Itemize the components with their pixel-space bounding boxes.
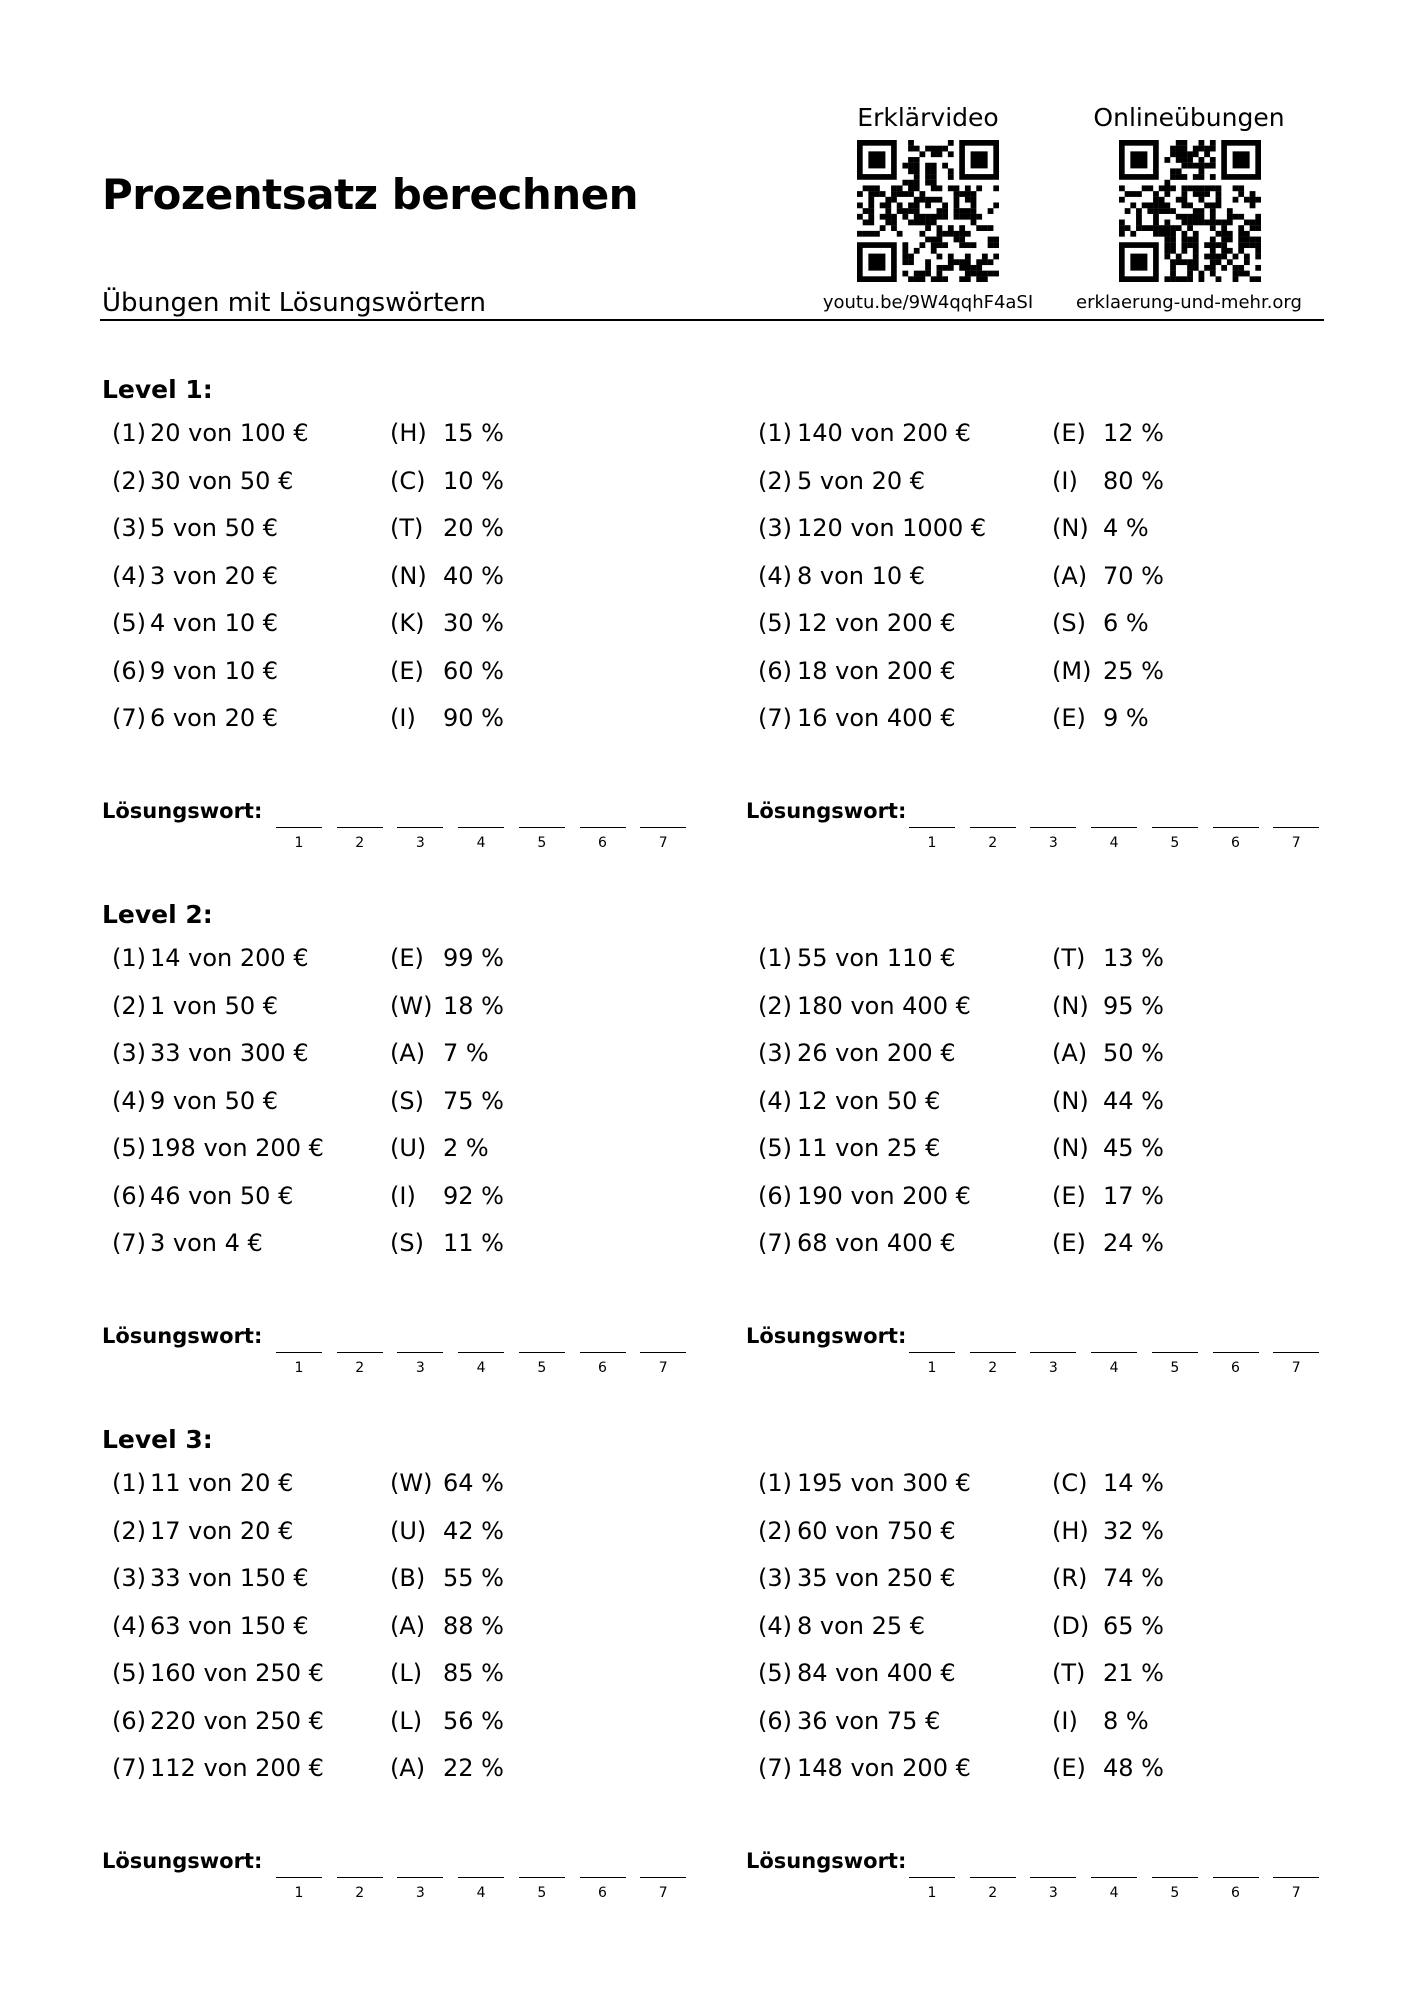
answer-percent: 65 % xyxy=(1103,1611,1164,1640)
task-number: (1) xyxy=(112,1469,146,1497)
answer-letter: (N) xyxy=(1052,991,1089,1020)
answer-percent: 55 % xyxy=(443,1564,504,1592)
task-text: 140 von 200 € xyxy=(797,419,971,447)
answer-percent: 56 % xyxy=(443,1706,504,1735)
blank-number: 7 xyxy=(1291,1360,1301,1376)
task-text: 9 von 50 € xyxy=(150,1086,279,1115)
task-number: (4) xyxy=(758,1611,792,1640)
answer-percent: 95 % xyxy=(1103,991,1164,1020)
task-text: 1 von 50 € xyxy=(150,991,279,1020)
solution-letter-blank[interactable] xyxy=(1091,1877,1137,1878)
answer-percent: 13 % xyxy=(1103,944,1164,972)
answer-percent: 99 % xyxy=(443,944,504,972)
task-number: (2) xyxy=(758,991,792,1020)
blank-number: 5 xyxy=(1170,835,1180,851)
task-text: 35 von 250 € xyxy=(797,1564,956,1592)
answer-letter: (L) xyxy=(390,1706,423,1735)
answer-letter: (A) xyxy=(1052,1039,1088,1067)
task-number: (1) xyxy=(758,1469,792,1497)
answer-letter: (H) xyxy=(390,419,427,447)
task-number: (6) xyxy=(112,1706,146,1735)
blank-number: 1 xyxy=(927,835,937,851)
answer-percent: 12 % xyxy=(1103,419,1164,447)
blank-number: 4 xyxy=(1109,835,1119,851)
solution-letter-blank[interactable] xyxy=(1030,827,1076,828)
task-text: 195 von 300 € xyxy=(797,1469,971,1497)
solution-word-label: Lösungswort: xyxy=(102,1324,263,1348)
blank-number: 6 xyxy=(1231,1360,1240,1376)
blank-number: 6 xyxy=(598,1885,607,1901)
blank-number: 2 xyxy=(355,835,365,851)
blank-number: 1 xyxy=(294,1885,304,1901)
solution-letter-blank[interactable] xyxy=(397,1352,443,1353)
answer-percent: 60 % xyxy=(443,656,504,685)
blank-number: 1 xyxy=(927,1360,937,1376)
blank-number: 7 xyxy=(658,835,668,851)
task-number: (2) xyxy=(758,466,792,495)
blank-number: 2 xyxy=(988,835,998,851)
answer-percent: 92 % xyxy=(443,1181,504,1210)
answer-percent: 15 % xyxy=(443,419,504,447)
answer-percent: 25 % xyxy=(1103,656,1164,685)
answer-letter: (U) xyxy=(390,1516,427,1545)
answer-percent: 24 % xyxy=(1103,1229,1164,1257)
answer-letter: (A) xyxy=(390,1611,426,1640)
solution-letter-blank[interactable] xyxy=(397,1877,443,1878)
answer-letter: (N) xyxy=(1052,1134,1089,1162)
solution-letter-blank[interactable] xyxy=(909,1877,955,1878)
solution-letter-blank[interactable] xyxy=(1152,1877,1198,1878)
solution-letter-blank[interactable] xyxy=(276,827,322,828)
solution-word-label: Lösungswort: xyxy=(746,1324,907,1348)
answer-letter: (S) xyxy=(1052,609,1086,637)
level-title: Level 1: xyxy=(102,375,213,404)
answer-letter: (N) xyxy=(390,561,427,590)
header-divider xyxy=(100,319,1324,321)
solution-letter-blank[interactable] xyxy=(1152,827,1198,828)
task-number: (5) xyxy=(112,1659,146,1687)
online-label: Onlineübungen xyxy=(1093,103,1285,132)
task-number: (3) xyxy=(758,514,792,542)
task-number: (5) xyxy=(758,609,792,637)
answer-percent: 9 % xyxy=(1103,704,1149,732)
answer-percent: 80 % xyxy=(1103,466,1164,495)
answer-letter: (E) xyxy=(1052,1229,1086,1257)
solution-letter-blank[interactable] xyxy=(337,827,383,828)
task-number: (4) xyxy=(112,561,146,590)
task-number: (4) xyxy=(112,1611,146,1640)
solution-letter-blank[interactable] xyxy=(1273,1352,1319,1353)
task-number: (4) xyxy=(758,561,792,590)
answer-letter: (E) xyxy=(1052,419,1086,447)
answer-percent: 42 % xyxy=(443,1516,504,1545)
task-number: (1) xyxy=(112,419,146,447)
blank-number: 6 xyxy=(1231,835,1240,851)
solution-letter-blank[interactable] xyxy=(1273,1877,1319,1878)
task-number: (7) xyxy=(112,704,146,732)
solution-letter-blank[interactable] xyxy=(337,1877,383,1878)
level-title: Level 2: xyxy=(102,900,213,929)
answer-percent: 11 % xyxy=(443,1229,504,1257)
answer-letter: (C) xyxy=(1052,1469,1088,1497)
answer-percent: 2 % xyxy=(443,1134,489,1162)
task-number: (2) xyxy=(112,991,146,1020)
answer-letter: (W) xyxy=(390,991,433,1020)
task-number: (2) xyxy=(758,1516,792,1545)
task-text: 8 von 25 € xyxy=(797,1611,926,1640)
answer-letter: (W) xyxy=(390,1469,433,1497)
answer-percent: 74 % xyxy=(1103,1564,1164,1592)
answer-letter: (E) xyxy=(390,944,424,972)
task-text: 3 von 4 € xyxy=(150,1229,263,1257)
blank-number: 7 xyxy=(658,1360,668,1376)
solution-letter-blank[interactable] xyxy=(970,827,1016,828)
answer-letter: (M) xyxy=(1052,656,1092,685)
blank-number: 4 xyxy=(476,1885,486,1901)
video-label: Erklärvideo xyxy=(857,103,999,132)
answer-letter: (B) xyxy=(390,1564,426,1592)
task-number: (6) xyxy=(758,1181,792,1210)
task-text: 46 von 50 € xyxy=(150,1181,294,1210)
blank-number: 2 xyxy=(355,1360,365,1376)
solution-letter-blank[interactable] xyxy=(580,1352,626,1353)
answer-letter: (A) xyxy=(1052,561,1088,590)
blank-number: 3 xyxy=(1048,1885,1058,1901)
solution-letter-blank[interactable] xyxy=(970,1352,1016,1353)
solution-letter-blank[interactable] xyxy=(1030,1877,1076,1878)
task-text: 160 von 250 € xyxy=(150,1659,324,1687)
answer-letter: (H) xyxy=(1052,1516,1089,1545)
task-text: 17 von 20 € xyxy=(150,1516,294,1545)
solution-letter-blank[interactable] xyxy=(1091,827,1137,828)
blank-number: 3 xyxy=(415,1360,425,1376)
answer-percent: 90 % xyxy=(443,704,504,732)
task-text: 20 von 100 € xyxy=(150,419,309,447)
task-number: (5) xyxy=(758,1134,792,1162)
answer-percent: 30 % xyxy=(443,609,504,637)
task-text: 112 von 200 € xyxy=(150,1754,324,1782)
task-text: 4 von 10 € xyxy=(150,609,279,637)
answer-percent: 10 % xyxy=(443,466,504,495)
page-title: Prozentsatz berechnen xyxy=(102,170,639,219)
task-number: (5) xyxy=(112,1134,146,1162)
answer-percent: 20 % xyxy=(443,514,504,542)
blank-number: 5 xyxy=(537,1885,547,1901)
blank-number: 2 xyxy=(988,1360,998,1376)
blank-number: 3 xyxy=(1048,835,1058,851)
solution-letter-blank[interactable] xyxy=(1213,1877,1259,1878)
answer-percent: 18 % xyxy=(443,991,504,1020)
solution-letter-blank[interactable] xyxy=(909,827,955,828)
task-text: 11 von 25 € xyxy=(797,1134,941,1162)
blank-number: 6 xyxy=(598,1360,607,1376)
task-text: 8 von 10 € xyxy=(797,561,926,590)
task-number: (1) xyxy=(758,944,792,972)
blank-number: 1 xyxy=(294,1360,304,1376)
page-subtitle: Übungen mit Lösungswörtern xyxy=(102,288,486,318)
task-number: (3) xyxy=(112,514,146,542)
solution-letter-blank[interactable] xyxy=(640,827,686,828)
answer-letter: (R) xyxy=(1052,1564,1088,1592)
video-url[interactable]: youtu.be/9W4qqhF4aSI xyxy=(822,292,1034,313)
answer-letter: (S) xyxy=(390,1086,424,1115)
solution-letter-blank[interactable] xyxy=(1091,1352,1137,1353)
solution-letter-blank[interactable] xyxy=(580,827,626,828)
task-number: (6) xyxy=(112,656,146,685)
answer-percent: 50 % xyxy=(1103,1039,1164,1067)
blank-number: 3 xyxy=(1048,1360,1058,1376)
solution-letter-blank[interactable] xyxy=(1273,827,1319,828)
solution-letter-blank[interactable] xyxy=(519,827,565,828)
solution-letter-blank[interactable] xyxy=(1213,1352,1259,1353)
answer-letter: (I) xyxy=(390,704,416,732)
task-text: 220 von 250 € xyxy=(150,1706,324,1735)
task-text: 33 von 300 € xyxy=(150,1039,309,1067)
task-text: 5 von 50 € xyxy=(150,514,279,542)
task-text: 33 von 150 € xyxy=(150,1564,309,1592)
answer-letter: (T) xyxy=(390,514,424,542)
task-text: 11 von 20 € xyxy=(150,1469,294,1497)
solution-letter-blank[interactable] xyxy=(1213,827,1259,828)
answer-percent: 40 % xyxy=(443,561,504,590)
solution-word-label: Lösungswort: xyxy=(746,1849,907,1873)
solution-word-label: Lösungswort: xyxy=(102,1849,263,1873)
answer-letter: (I) xyxy=(390,1181,416,1210)
blank-number: 4 xyxy=(476,1360,486,1376)
answer-letter: (T) xyxy=(1052,944,1086,972)
answer-percent: 22 % xyxy=(443,1754,504,1782)
task-text: 60 von 750 € xyxy=(797,1516,956,1545)
blank-number: 4 xyxy=(1109,1360,1119,1376)
task-number: (7) xyxy=(112,1229,146,1257)
blank-number: 1 xyxy=(294,835,304,851)
answer-percent: 8 % xyxy=(1103,1706,1149,1735)
task-text: 198 von 200 € xyxy=(150,1134,324,1162)
blank-number: 7 xyxy=(658,1885,668,1901)
task-text: 120 von 1000 € xyxy=(797,514,987,542)
answer-letter: (L) xyxy=(390,1659,423,1687)
task-number: (7) xyxy=(758,704,792,732)
answer-letter: (T) xyxy=(1052,1659,1086,1687)
task-number: (6) xyxy=(758,656,792,685)
task-number: (3) xyxy=(758,1564,792,1592)
answer-percent: 70 % xyxy=(1103,561,1164,590)
answer-percent: 6 % xyxy=(1103,609,1149,637)
task-number: (7) xyxy=(758,1229,792,1257)
video-qr-code[interactable] xyxy=(857,140,999,282)
blank-number: 3 xyxy=(415,1885,425,1901)
solution-letter-blank[interactable] xyxy=(1152,1352,1198,1353)
solution-letter-blank[interactable] xyxy=(397,827,443,828)
solution-word-label: Lösungswort: xyxy=(746,799,907,823)
blank-number: 7 xyxy=(1291,835,1301,851)
task-text: 6 von 20 € xyxy=(150,704,279,732)
blank-number: 2 xyxy=(355,1885,365,1901)
answer-letter: (N) xyxy=(1052,1086,1089,1115)
answer-letter: (E) xyxy=(390,656,424,685)
solution-letter-blank[interactable] xyxy=(909,1352,955,1353)
solution-letter-blank[interactable] xyxy=(970,1877,1016,1878)
task-text: 180 von 400 € xyxy=(797,991,971,1020)
answer-letter: (S) xyxy=(390,1229,424,1257)
task-text: 36 von 75 € xyxy=(797,1706,941,1735)
answer-letter: (U) xyxy=(390,1134,427,1162)
task-text: 190 von 200 € xyxy=(797,1181,971,1210)
task-number: (1) xyxy=(758,419,792,447)
task-text: 3 von 20 € xyxy=(150,561,279,590)
answer-letter: (C) xyxy=(390,466,426,495)
answer-letter: (D) xyxy=(1052,1611,1090,1640)
answer-letter: (A) xyxy=(390,1039,426,1067)
blank-number: 4 xyxy=(1109,1885,1119,1901)
answer-percent: 17 % xyxy=(1103,1181,1164,1210)
blank-number: 5 xyxy=(537,835,547,851)
answer-letter: (E) xyxy=(1052,1181,1086,1210)
solution-letter-blank[interactable] xyxy=(640,1352,686,1353)
task-text: 68 von 400 € xyxy=(797,1229,956,1257)
blank-number: 6 xyxy=(598,835,607,851)
solution-letter-blank[interactable] xyxy=(276,1352,322,1353)
answer-percent: 21 % xyxy=(1103,1659,1164,1687)
answer-letter: (E) xyxy=(1052,704,1086,732)
answer-letter: (K) xyxy=(390,609,425,637)
blank-number: 3 xyxy=(415,835,425,851)
task-text: 55 von 110 € xyxy=(797,944,956,972)
solution-letter-blank[interactable] xyxy=(519,1352,565,1353)
answer-letter: (I) xyxy=(1052,1706,1078,1735)
task-number: (7) xyxy=(758,1754,792,1782)
blank-number: 5 xyxy=(537,1360,547,1376)
task-number: (7) xyxy=(112,1754,146,1782)
answer-percent: 64 % xyxy=(443,1469,504,1497)
solution-letter-blank[interactable] xyxy=(519,1877,565,1878)
task-text: 5 von 20 € xyxy=(797,466,926,495)
task-text: 63 von 150 € xyxy=(150,1611,309,1640)
solution-word-label: Lösungswort: xyxy=(102,799,263,823)
solution-letter-blank[interactable] xyxy=(458,1352,504,1353)
task-number: (4) xyxy=(758,1086,792,1115)
solution-letter-blank[interactable] xyxy=(1030,1352,1076,1353)
answer-percent: 14 % xyxy=(1103,1469,1164,1497)
blank-number: 1 xyxy=(927,1885,937,1901)
solution-letter-blank[interactable] xyxy=(458,827,504,828)
task-number: (5) xyxy=(758,1659,792,1687)
solution-letter-blank[interactable] xyxy=(276,1877,322,1878)
task-text: 16 von 400 € xyxy=(797,704,956,732)
solution-letter-blank[interactable] xyxy=(458,1877,504,1878)
blank-number: 2 xyxy=(988,1885,998,1901)
task-text: 12 von 50 € xyxy=(797,1086,941,1115)
answer-percent: 45 % xyxy=(1103,1134,1164,1162)
task-number: (1) xyxy=(112,944,146,972)
solution-letter-blank[interactable] xyxy=(640,1877,686,1878)
task-text: 9 von 10 € xyxy=(150,656,279,685)
blank-number: 5 xyxy=(1170,1360,1180,1376)
task-number: (6) xyxy=(758,1706,792,1735)
answer-percent: 4 % xyxy=(1103,514,1149,542)
task-number: (2) xyxy=(112,1516,146,1545)
online-qr-code[interactable] xyxy=(1119,140,1261,282)
answer-letter: (A) xyxy=(390,1754,426,1782)
answer-percent: 44 % xyxy=(1103,1086,1164,1115)
task-number: (2) xyxy=(112,466,146,495)
blank-number: 6 xyxy=(1231,1885,1240,1901)
task-number: (3) xyxy=(758,1039,792,1067)
task-text: 30 von 50 € xyxy=(150,466,294,495)
task-number: (4) xyxy=(112,1086,146,1115)
online-url[interactable]: erklaerung-und-mehr.org xyxy=(1076,292,1302,313)
answer-percent: 48 % xyxy=(1103,1754,1164,1782)
task-number: (3) xyxy=(112,1039,146,1067)
answer-percent: 75 % xyxy=(443,1086,504,1115)
solution-letter-blank[interactable] xyxy=(580,1877,626,1878)
answer-letter: (I) xyxy=(1052,466,1078,495)
answer-percent: 32 % xyxy=(1103,1516,1164,1545)
answer-percent: 88 % xyxy=(443,1611,504,1640)
answer-letter: (E) xyxy=(1052,1754,1086,1782)
task-number: (5) xyxy=(112,609,146,637)
task-text: 84 von 400 € xyxy=(797,1659,956,1687)
solution-letter-blank[interactable] xyxy=(337,1352,383,1353)
task-text: 26 von 200 € xyxy=(797,1039,956,1067)
task-number: (3) xyxy=(112,1564,146,1592)
task-number: (6) xyxy=(112,1181,146,1210)
task-text: 12 von 200 € xyxy=(797,609,956,637)
task-text: 148 von 200 € xyxy=(797,1754,971,1782)
blank-number: 5 xyxy=(1170,1885,1180,1901)
level-title: Level 3: xyxy=(102,1425,213,1454)
task-text: 14 von 200 € xyxy=(150,944,309,972)
answer-letter: (N) xyxy=(1052,514,1089,542)
answer-percent: 85 % xyxy=(443,1659,504,1687)
answer-percent: 7 % xyxy=(443,1039,489,1067)
task-text: 18 von 200 € xyxy=(797,656,956,685)
blank-number: 4 xyxy=(476,835,486,851)
blank-number: 7 xyxy=(1291,1885,1301,1901)
